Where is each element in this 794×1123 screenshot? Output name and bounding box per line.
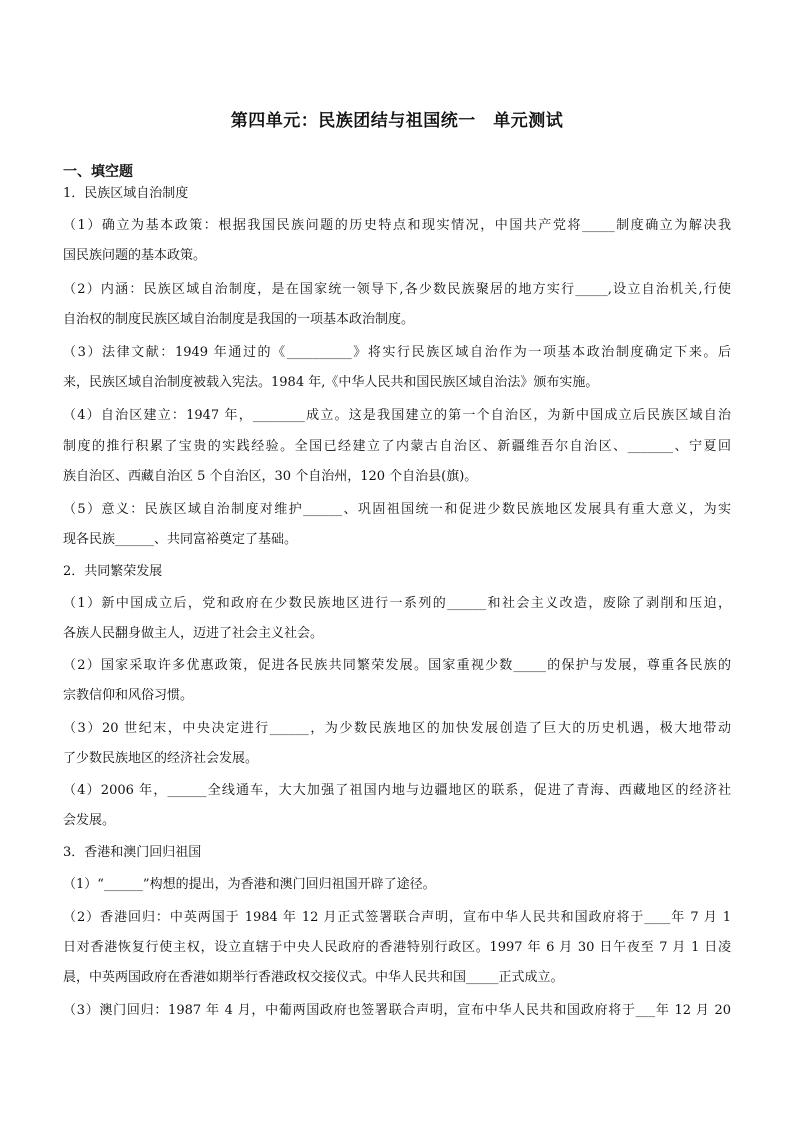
text-line: 晨，中英两国政府在香港如期举行香港政权交接仪式。中华人民共和国_____正式成立。: [63, 970, 564, 985]
subsection-heading: 1．民族区域自治制度: [63, 186, 189, 201]
text-line: 族自治区、西藏自治区 5 个自治区，30 个自治州，120 个自治县(旗)。: [63, 469, 478, 484]
text-line: 会发展。: [63, 813, 116, 828]
text-line: （2）内涵：民族区域自治制度，是在国家统一领导下,各少数民族聚居的地方实行_____,设立自治机关,行使: [63, 282, 731, 297]
text-line: （2）香港回归：中英两国于 1984 年 12 月正式签署联合声明，宣布中华人民共和国政府将于____年 7 月 1: [63, 910, 731, 925]
text-line: （1）“______”构想的提出，为香港和澳门回归祖国开辟了途径。: [63, 877, 436, 892]
text-line: 现各民族______、共同富裕奠定了基础。: [63, 532, 298, 547]
page-title: 第四单元：民族团结与祖国统一 单元测试: [230, 111, 564, 131]
text-line: （3）法律文献：1949 年通过的《__________》将实行民族区域自治作为一项基本政治制度确定下来。后: [63, 345, 731, 360]
section-heading: 一、填空题: [63, 164, 133, 180]
text-line: （4）自治区建立：1947 年，________成立。这是我国建立的第一个自治区，为新中国成立后民族区域自治: [63, 408, 731, 423]
text-line: （2）国家采取许多优惠政策，促进各民族共同繁荣发展。国家重视少数_____的保护与发展，尊重各民族的: [63, 658, 731, 673]
text-line: （4）2006 年，______全线通车，大大加强了祖国内地与边疆地区的联系，促进了青海、西藏地区的经济社: [63, 783, 731, 798]
text-line: （1）确立为基本政策：根据我国民族问题的历史特点和现实情况，中国共产党将_____制度确立为解决我: [63, 218, 731, 233]
text-line: 宗教信仰和风俗习惯。: [63, 688, 194, 703]
text-line: 国民族问题的基本政策。: [63, 248, 207, 263]
text-line: 制度的推行积累了宝贵的实践经验。全国已经建立了内蒙古自治区、新疆维吾尔自治区、_______、宁夏回: [63, 439, 731, 454]
subsection-heading: 2．共同繁荣发展: [63, 564, 163, 579]
text-line: 日对香港恢复行使主权，设立直辖于中央人民政府的香港特别行政区。1997 年 6 月 30 日午夜至 7 月 1 日凌: [63, 940, 731, 955]
subsection-heading: 3．香港和澳门回归祖国: [63, 845, 202, 860]
text-line: 自治权的制度民族区域自治制度是我国的一项基本政治制度。: [63, 312, 415, 327]
text-line: （1）新中国成立后，党和政府在少数民族地区进行一系列的______和社会主义改造，废除了剥削和压迫，: [63, 596, 731, 611]
text-line: （3）20 世纪末，中央决定进行______，为少数民族地区的加快发展创造了巨大的历史机遇，极大地带动: [63, 721, 731, 736]
text-line: 各族人民翻身做主人，迈进了社会主义社会。: [63, 626, 324, 641]
text-line: 来，民族区域自治制度被载入宪法。1984 年,《中华人民共和国民族区域自治法》颁布实施。: [63, 375, 599, 390]
text-line: （3）澳门回归：1987 年 4 月，中葡两国政府也签署联合声明，宣布中华人民共和国政府将于___年 12 月 20: [63, 1003, 731, 1018]
text-line: （5）意义：民族区域自治制度对维护______、巩固祖国统一和促进少数民族地区发展具有重大意义，为实: [63, 502, 731, 517]
text-line: 了少数民族地区的经济社会发展。: [63, 751, 259, 766]
